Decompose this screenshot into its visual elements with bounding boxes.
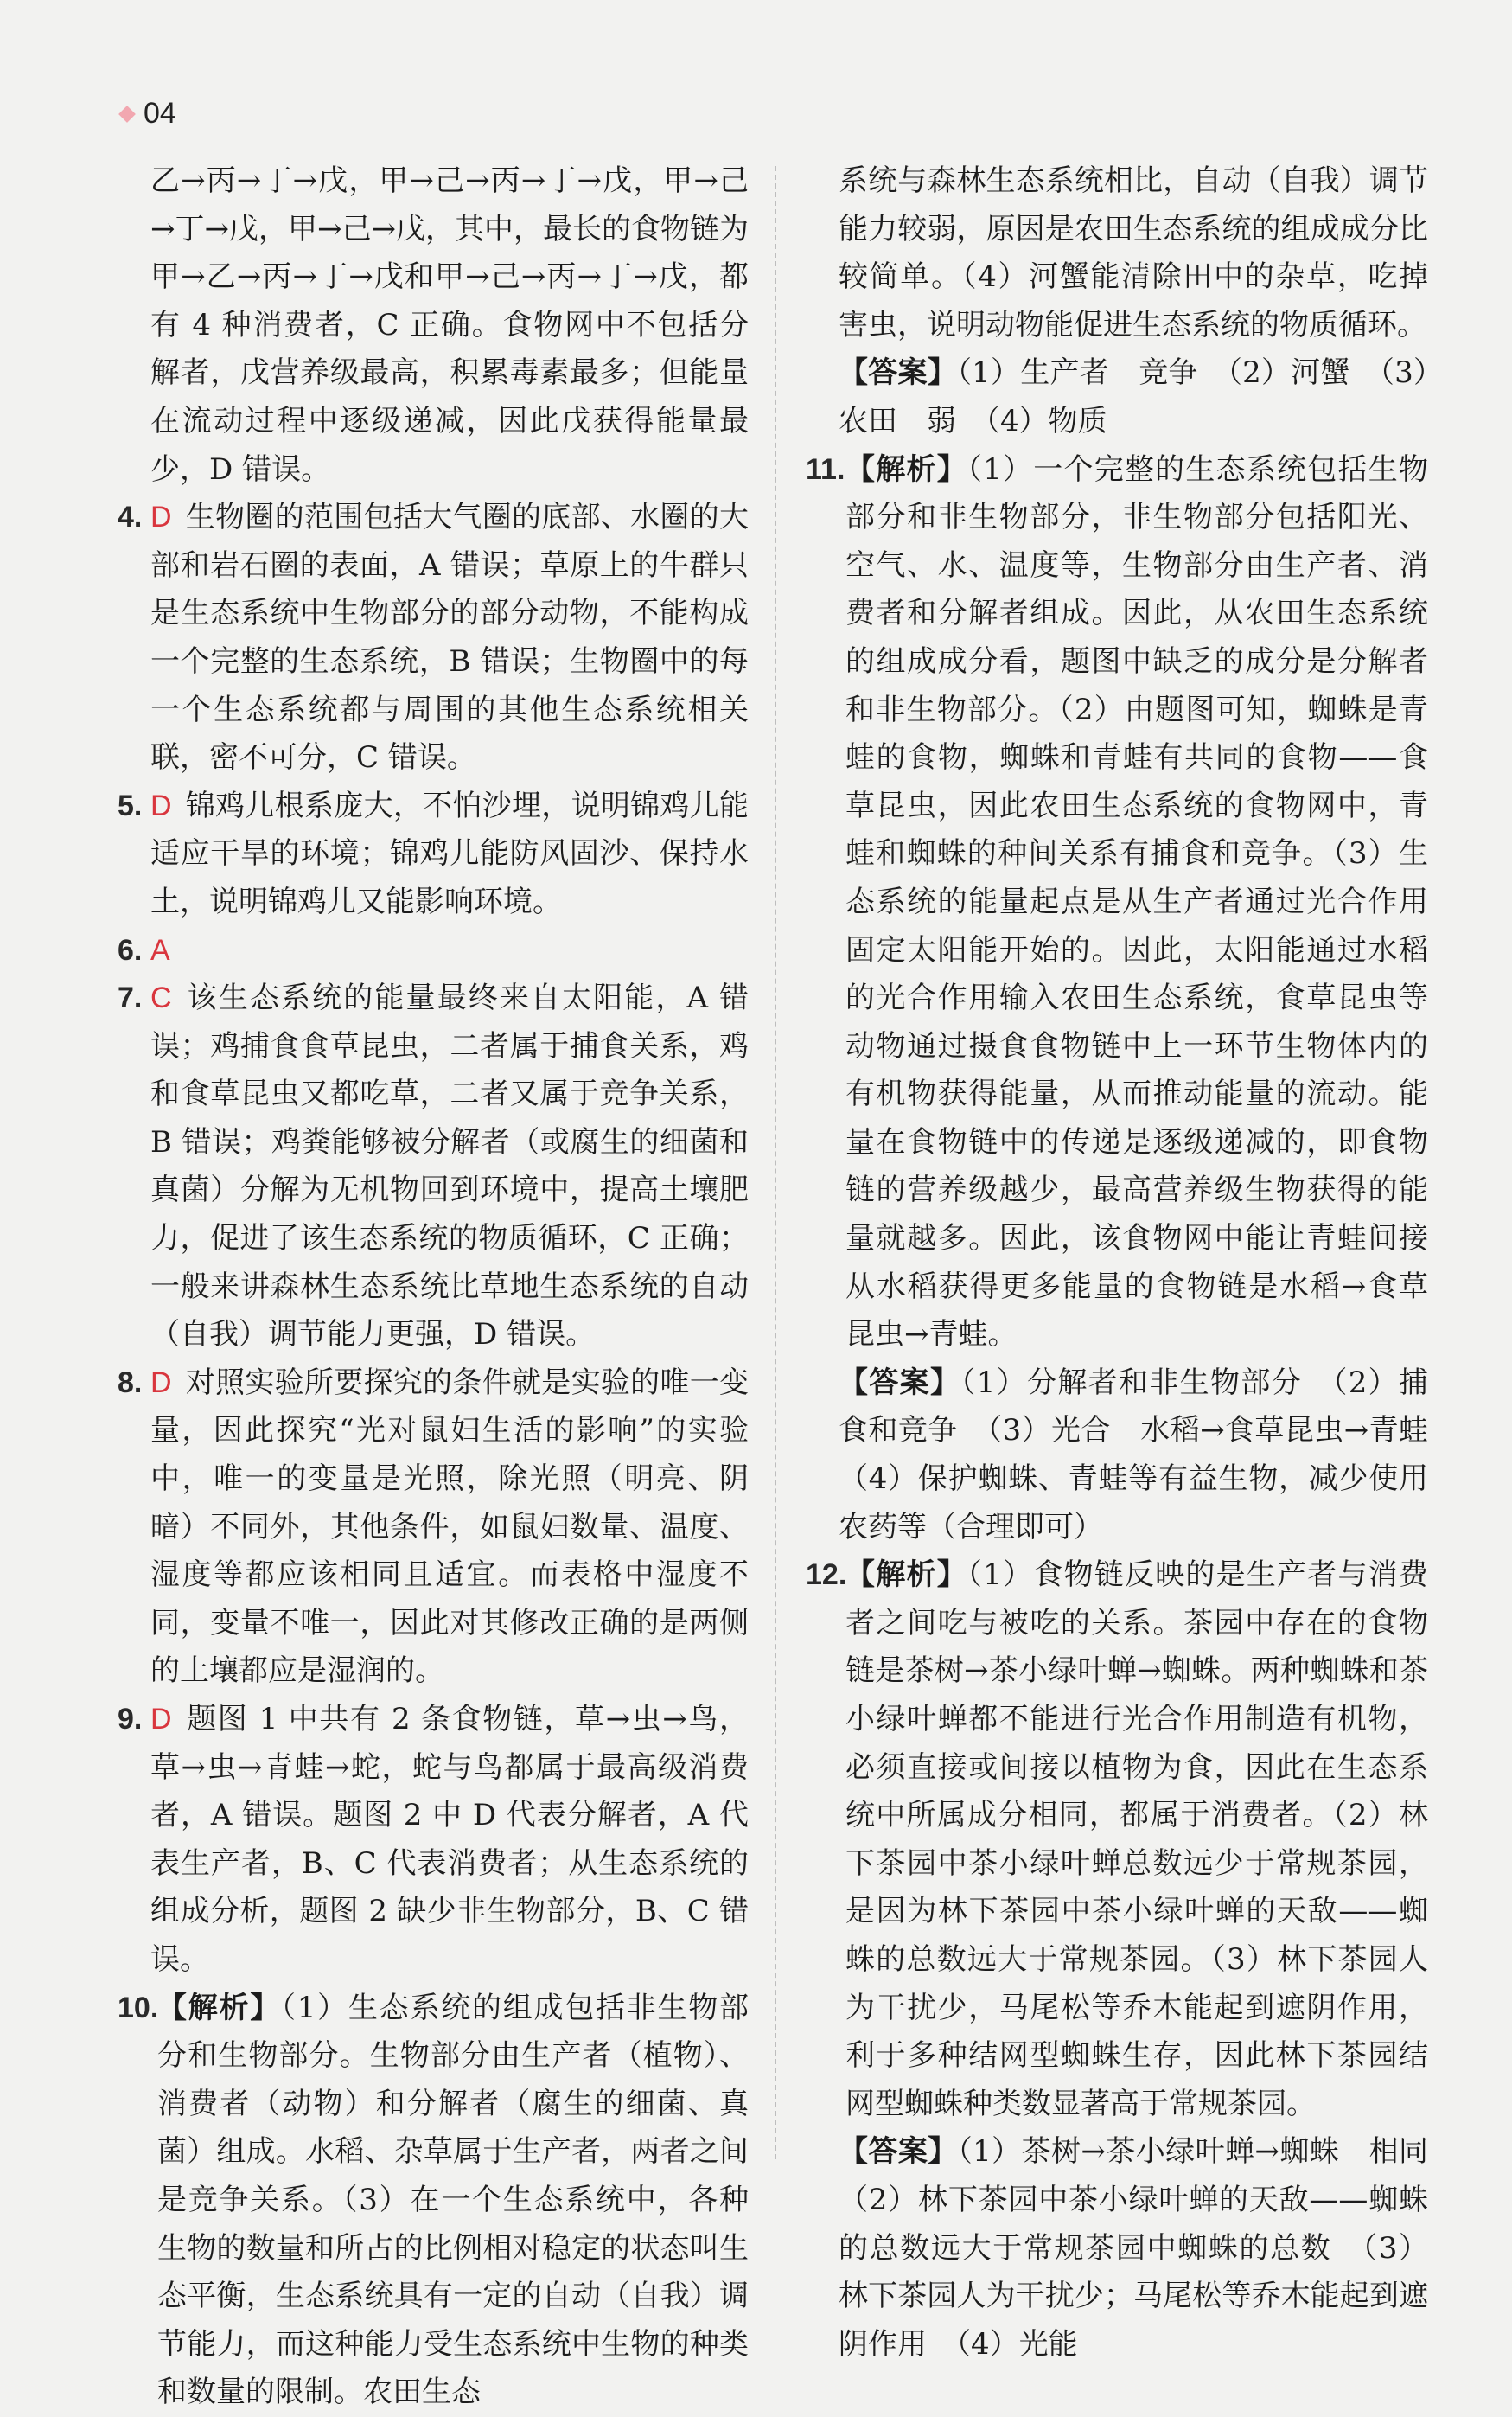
answer-tag: 【答案】	[839, 2134, 958, 2170]
question-8	[118, 1359, 749, 1696]
diamond-icon	[118, 106, 136, 123]
continued-text: 乙→丙→丁→戊，甲→己→丙→丁→戊，甲→己→丁→戊，甲→己→戊，其中，最长的食物链为甲→乙→丙→丁→戊和甲→己→丙→丁→戊，都有 4 种消费者，C 正确。食物网中不包括分解者，戊营养级最高，积累毒素最多；但能量在流动过程中逐级递减，因此戊获得能量最少，D 错误。	[150, 163, 749, 487]
answer-tag: 【答案】	[839, 1365, 961, 1400]
explanation: 生物圈的范围包括大气圈的底部、水圈的大部和岩石圈的表面，A 错误；草原上的牛群只是生态系统中生物部分的部分动物，不能构成一个完整的生态系统，B 错误；生物圈中的每一个生态系统都与周围的其他生态系统相关联，密不可分，C 错误。	[150, 500, 749, 776]
answer-11	[806, 1359, 1458, 1551]
continued-text: 系统与森林生态系统相比，自动（自我）调节能力较弱，原因是农田生态系统的组成成分比较简单。（4）河蟹能清除田中的杂草，吃掉害虫，说明动物能促进生态系统的物质循环。	[839, 163, 1428, 342]
explanation: （1）食物链反映的是生产者与消费者之间吃与被吃的关系。茶园中存在的食物链是茶树→茶小绿叶蝉→蜘蛛。两种蜘蛛和茶小绿叶蝉都不能进行光合作用制造有机物，必须直接或间接以植物为食，因此在生态系统中所属成分相同，都属于消费者。（2）林下茶园中茶小绿叶蝉总数远少于常规茶园，是因为林下茶园中茶小绿叶蝉的天敌——蜘蛛的总数远大于常规茶园。（3）林下茶园人为干扰少，马尾松等乔木能起到遮阴作用，利于多种结网型蜘蛛生存，因此林下茶园结网型蜘蛛种类数显著高于常规茶园。	[845, 1557, 1428, 2121]
question-number: 6.	[118, 933, 143, 967]
question-11	[806, 446, 1428, 1359]
question-number: 7.	[118, 982, 143, 1015]
question-number: 12.	[806, 1558, 847, 1592]
answer-letter: D	[150, 501, 172, 534]
question-number: 4.	[118, 501, 143, 534]
column-divider	[775, 166, 776, 2159]
question-12	[806, 1551, 1428, 2128]
answer-letter: D	[150, 1703, 172, 1736]
explanation: 对照实验所要探究的条件就是实验的唯一变量，因此探究“光对鼠妇生活的影响”的实验中，唯一的变量是光照，除光照（明亮、阴暗）不同外，其他条件，如鼠妇数量、温度、湿度等都应该相同且适宜。而表格中湿度不同，变量不唯一，因此对其修改正确的是两侧的土壤都应是湿润的。	[150, 1365, 749, 1689]
left-column	[118, 157, 749, 2417]
answer-letter: D	[150, 789, 172, 822]
right-column	[806, 157, 1458, 2369]
question-6	[118, 927, 749, 975]
answer-12	[806, 2128, 1458, 2369]
answer-text: （1）茶树→茶小绿叶蝉→蜘蛛 相同 （2）林下茶园中茶小绿叶蝉的天敌——蜘蛛的总数远大于常规茶园中蜘蛛的总数 （3）林下茶园人为干扰少；马尾松等乔木能起到遮阴作用 （4）光能	[839, 2134, 1458, 2362]
answer-10	[806, 349, 1428, 445]
explanation: （1）一个完整的生态系统包括生物部分和非生物部分，非生物部分包括阳光、空气、水、温度等，生物部分由生产者、消费者和分解者组成。因此，从农田生态系统的组成成分看，题图中缺乏的成分是分解者和非生物部分。（2）由题图可知，蜘蛛是青蛙的食物，蜘蛛和青蛙有共同的食物——食草昆虫，因此农田生态系统的食物网中，青蛙和蜘蛛的种间关系有捕食和竞争。（3）生态系统的能量起点是从生产者通过光合作用固定太阳能开始的。因此，太阳能通过水稻的光合作用输入农田生态系统，食草昆虫等动物通过摄食食物链中上一环节生物体内的有机物获得能量，从而推动能量的流动。能量在食物链中的传递是逐级递减的，即食物链的营养级越少，最高营养级生物获得的能量就越多。因此，该食物网中能让青蛙间接从水稻获得更多能量的食物链是水稻→食草昆虫→青蛙。	[845, 451, 1428, 1352]
question-number: 8.	[118, 1365, 143, 1399]
answer-text: （1）分解者和非生物部分 （2）捕食和竞争 （3）光合 水稻→食草昆虫→青蛙 （4）保护蜘蛛、青蛙等有益生物，减少使用农药等（合理即可）	[839, 1365, 1458, 1544]
explanation: 锦鸡儿根系庞大，不怕沙埋，说明锦鸡儿能适应干旱的环境；锦鸡儿能防风固沙、保持水土，说明锦鸡儿又能影响环境。	[150, 788, 749, 919]
answer-letter: A	[150, 933, 170, 967]
answer-text: （1）生产者 竞争 （2）河蟹 （3）农田 弱 （4）物质	[839, 355, 1428, 438]
question-7	[118, 975, 749, 1359]
answer-tag: 【答案】	[839, 355, 957, 391]
page-number-text: 04	[144, 97, 176, 130]
question-number: 10.	[118, 1991, 159, 2024]
question-10	[118, 1985, 749, 2417]
answer-letter: D	[150, 1365, 172, 1399]
answer-letter: C	[150, 982, 172, 1015]
question-number: 5.	[118, 789, 143, 822]
explanation: 题图 1 中共有 2 条食物链，草→虫→鸟，草→虫→青蛙→蛇，蛇与鸟都属于最高级消费者，A 错误。题图 2 中 D 代表分解者，A 代表生产者，B、C 代表消费者；从生态系统的组成分析，题图 2 缺少非生物部分，B、C 错误。	[150, 1702, 749, 1977]
page-number	[121, 97, 176, 131]
question-5	[118, 783, 749, 927]
analysis-tag: 【解析】	[845, 451, 967, 487]
question-number: 9.	[118, 1703, 143, 1736]
question-number: 11.	[806, 452, 845, 486]
analysis-tag: 【解析】	[845, 1557, 967, 1593]
question-9	[118, 1696, 749, 1985]
analysis-tag: 【解析】	[157, 1990, 282, 2025]
explanation: 该生态系统的能量最终来自太阳能，A 错误；鸡捕食食草昆虫，二者属于捕食关系，鸡和食草昆虫又都吃草，二者又属于竞争关系，B 错误；鸡粪能够被分解者（或腐生的细菌和真菌）分解为无机物回到环境中，提高土壤肥力，促进了该生态系统的物质循环，C 正确；一般来讲森林生态系统比草地生态系统的自动（自我）调节能力更强，D 错误。	[150, 981, 749, 1352]
explanation: （1）生态系统的组成包括非生物部分和生物部分。生物部分由生产者（植物）、消费者（动物）和分解者（腐生的细菌、真菌）组成。水稻、杂草属于生产者，两者之间是竞争关系。（3）在一个生态系统中，各种生物的数量和所占的比例相对稳定的状态叫生态平衡，生态系统具有一定的自动（自我）调节能力，而这种能力受生态系统中生物的种类和数量的限制。农田生态	[157, 1990, 749, 2410]
question-4	[118, 494, 749, 783]
